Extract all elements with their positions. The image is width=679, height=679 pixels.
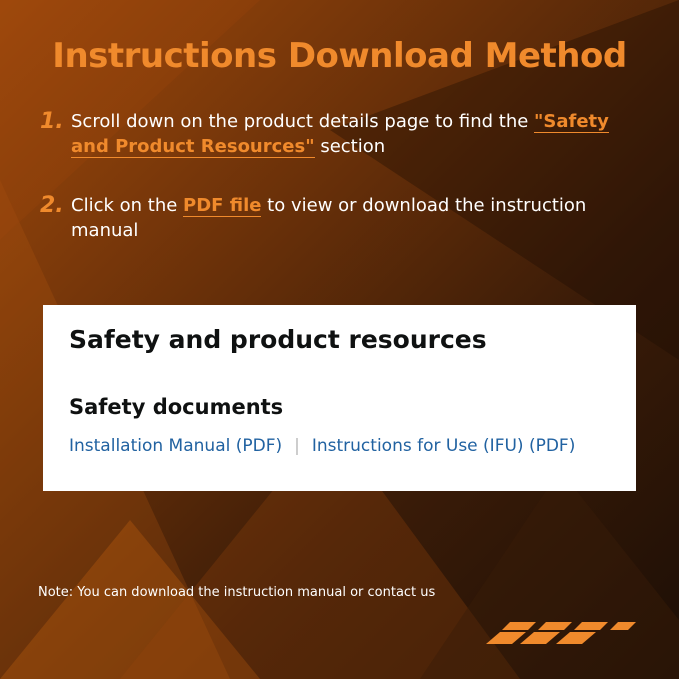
note-text: Note: You can download the instruction manual or contact us xyxy=(38,585,436,600)
page-title: Instructions Download Method xyxy=(52,36,627,76)
step-1-number: 1. xyxy=(40,109,64,134)
step-1-highlight: "Safety and Product Resources" xyxy=(71,111,609,157)
card-title: Safety and product resources xyxy=(69,325,487,354)
step-2-pre: Click on the xyxy=(71,195,184,216)
installation-manual-link[interactable]: Installation Manual (PDF) xyxy=(69,436,283,456)
ifu-link[interactable]: Instructions for Use (IFU) (PDF) xyxy=(311,436,576,456)
step-2-number: 2. xyxy=(40,193,64,218)
step-2-text xyxy=(71,193,641,243)
step-2-highlight: PDF file xyxy=(183,195,262,216)
card-subtitle: Safety documents xyxy=(69,395,284,419)
decorative-stripes-icon xyxy=(486,622,638,644)
link-separator: | xyxy=(294,436,300,456)
step-1-pre: Scroll down on the product details page to find the xyxy=(71,111,535,132)
step-2-post: to view or download the instruction manual xyxy=(71,195,587,241)
resources-card xyxy=(43,305,636,491)
document-links xyxy=(69,436,575,456)
step-1-post: section xyxy=(314,136,386,157)
step-1-text xyxy=(71,109,641,159)
